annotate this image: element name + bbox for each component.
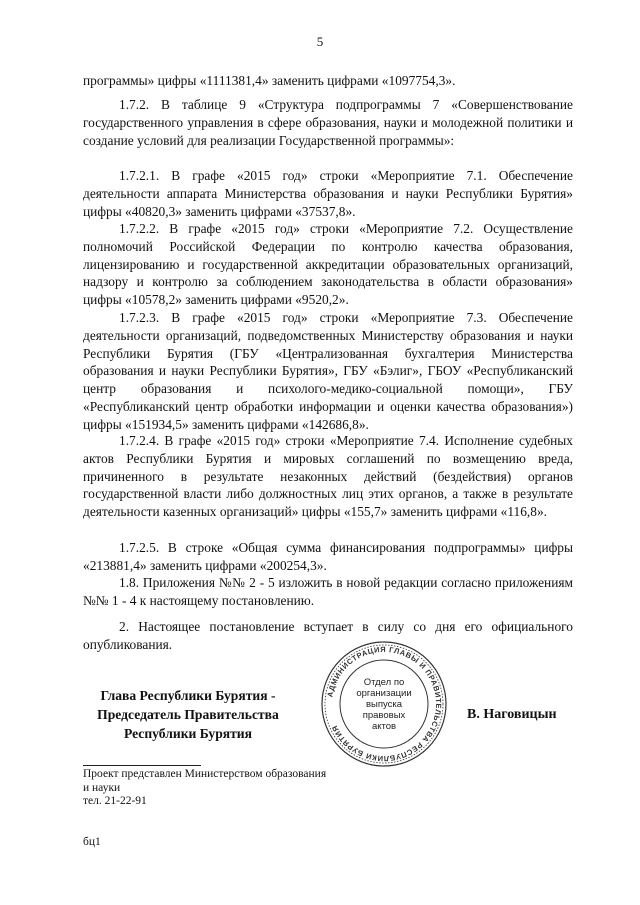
stamp-line-2: организации [356, 688, 412, 699]
paragraph-5: 1.7.2.3. В графе «2015 год» строки «Мероприятие 7.3. Обеспечение деятельности организаций, подведомственных Министерству образования и науки Республики Бурятия (ГБУ «Централизованная бухгалтерия Министерства образования и науки Республики Бурятия», ГБУ «Бэлиг», ГБОУ «Республиканский центр образования и психолого-медико-социальной помощи», ГБУ «Республиканский центр обработки информации и оценки качества образования») цифры «151934,5» заменить цифрами «142686,8». [83, 310, 573, 432]
signatory-title [83, 686, 293, 743]
footer-line-3: тел. 21-22-91 [83, 795, 147, 807]
paragraph-9: 2. Настоящее постановление вступает в силу со дня его официального опубликования. [83, 619, 573, 652]
paragraph-6: 1.7.2.4. В графе «2015 год» строки «Мероприятие 7.4. Исполнение судебных актов Республики Бурятия и мировых соглашений по возмещению вреда, причиненного в результате незаконных действий (бездействия) органов государственной власти либо должностных лиц этих органов, а также в результате деятельности казенных организаций» цифры «155,7» заменить цифрами «116,8». [83, 433, 573, 520]
signatory-name: В. Наговицын [467, 707, 557, 722]
signatory-title-line-1: Глава Республики Бурятия - [100, 688, 276, 703]
footer-divider [83, 765, 201, 766]
paragraph-1: программы» цифры «1111381,4» заменить цифрами «1097754,3». [83, 73, 456, 88]
document-code: бц1 [83, 836, 101, 848]
paragraph-8: 1.8. Приложения №№ 2 - 5 изложить в новой редакции согласно приложениям №№ 1 - 4 к настоящему постановлению. [83, 575, 573, 608]
page-number: 5 [316, 34, 324, 49]
signatory-title-line-2: Председатель Правительства [97, 707, 279, 722]
paragraph-2: 1.7.2. В таблице 9 «Структура подпрограммы 7 «Совершенствование государственного управления в сфере образования, науки и молодежной политики и создание условий для реализации Государственной программы»: [83, 97, 573, 148]
paragraph-7: 1.7.2.5. В строке «Общая сумма финансирования подпрограммы» цифры «213881,4» заменить цифрами «200254,3». [83, 540, 573, 573]
stamp-line-3: выпуска [365, 699, 403, 710]
signatory-title-line-3: Республики Бурятия [123, 726, 252, 741]
stamp-line-4: правовых [362, 710, 406, 721]
stamp-line-1: Отдел по [363, 677, 405, 688]
footer-note [83, 768, 326, 809]
stamp-ring-text: АДМИНИСТРАЦИЯ ГЛАВЫ И ПРАВИТЕЛЬСТВА РЕСПУБЛИКИ БУРЯТИЯ [325, 644, 444, 764]
stamp-line-5: актов [371, 721, 397, 732]
official-stamp [320, 640, 448, 768]
paragraph-4: 1.7.2.2. В графе «2015 год» строки «Мероприятие 7.2. Осуществление полномочий Российской Федерации по контролю качества образования, лицензированию и государственной аккредитации образовательных организаций, надзору и контролю за соблюдением законодательства в области образования» цифры «10578,2» заменить цифрами «9520,2». [83, 221, 573, 308]
footer-line-2: и науки [83, 781, 121, 794]
footer-line-1: Проект представлен Министерством образования [83, 768, 327, 780]
paragraph-3: 1.7.2.1. В графе «2015 год» строки «Мероприятие 7.1. Обеспечение деятельности аппарата Министерства образования и науки Республики Бурятия» цифры «40820,3» заменить цифрами «37537,8». [83, 168, 573, 219]
